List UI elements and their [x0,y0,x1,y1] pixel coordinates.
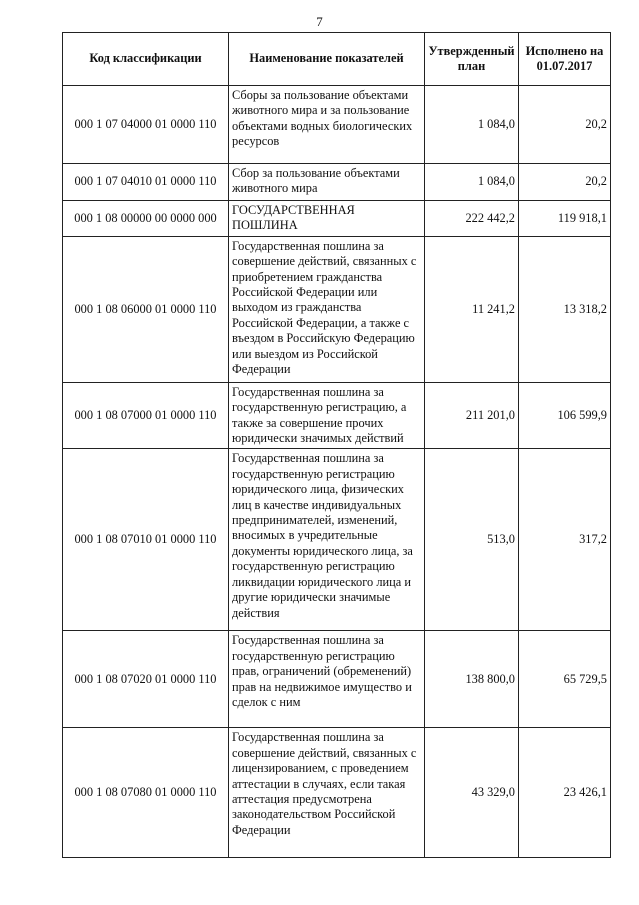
table-row [63,631,611,728]
header-name: Наименование показателей [229,33,425,86]
classification-code: 000 1 08 07020 01 0000 110 [63,631,229,728]
table-header-row [63,33,611,86]
executed-value: 119 918,1 [519,201,611,237]
indicator-name: Государственная пошлина за государственную регистрацию, а также за совершение прочих юридически значимых действий [229,382,425,449]
approved-plan: 1 084,0 [425,164,519,201]
approved-plan: 1 084,0 [425,86,519,164]
indicator-name: Государственная пошлина за совершение действий, связанных с приобретением гражданства Российской Федерации или выходом из гражданства Российской Федерации, а также с въездом в Российскую Федерацию или выездом из Российской Федерации [229,236,425,382]
table-row [63,236,611,382]
page-number: 7 [316,14,323,29]
executed-value: 20,2 [519,86,611,164]
table-row [63,86,611,164]
header-done: Исполнено на 01.07.2017 [519,33,611,86]
approved-plan: 211 201,0 [425,382,519,449]
classification-code: 000 1 08 07000 01 0000 110 [63,382,229,449]
budget-table [62,32,611,858]
classification-code: 000 1 08 07080 01 0000 110 [63,728,229,858]
table-row [63,728,611,858]
indicator-name: Государственная пошлина за государственную регистрацию прав, ограничений (обременений) прав на недвижимое имущество и сделок с ним [229,631,425,728]
classification-code: 000 1 07 04010 01 0000 110 [63,164,229,201]
table-row [63,201,611,237]
approved-plan: 138 800,0 [425,631,519,728]
table-row [63,164,611,201]
indicator-name: Государственная пошлина за совершение действий, связанных с лицензированием, с проведением аттестации в случаях, если такая аттестация предусмотрена законодательством Российской Федерации [229,728,425,858]
approved-plan: 513,0 [425,449,519,631]
executed-value: 20,2 [519,164,611,201]
executed-value: 13 318,2 [519,236,611,382]
table-row [63,382,611,449]
classification-code: 000 1 08 00000 00 0000 000 [63,201,229,237]
indicator-name: Сборы за пользование объектами животного мира и за пользование объектами водных биологических ресурсов [229,86,425,164]
classification-code: 000 1 08 07010 01 0000 110 [63,449,229,631]
approved-plan: 11 241,2 [425,236,519,382]
executed-value: 23 426,1 [519,728,611,858]
header-code: Код классификации [63,33,229,86]
executed-value: 106 599,9 [519,382,611,449]
executed-value: 65 729,5 [519,631,611,728]
approved-plan: 222 442,2 [425,201,519,237]
classification-code: 000 1 07 04000 01 0000 110 [63,86,229,164]
header-plan: Утвержденный план [425,33,519,86]
indicator-name: ГОСУДАРСТВЕННАЯ ПОШЛИНА [229,201,425,237]
indicator-name: Государственная пошлина за государственную регистрацию юридического лица, физических лиц в качестве индивидуальных предпринимателей, изменений, вносимых в учредительные документы юридического лица, за государственную регистрацию ликвидации юридического лица и другие юридически значимые действия [229,449,425,631]
indicator-name: Сбор за пользование объектами животного мира [229,164,425,201]
executed-value: 317,2 [519,449,611,631]
classification-code: 000 1 08 06000 01 0000 110 [63,236,229,382]
approved-plan: 43 329,0 [425,728,519,858]
table-row [63,449,611,631]
